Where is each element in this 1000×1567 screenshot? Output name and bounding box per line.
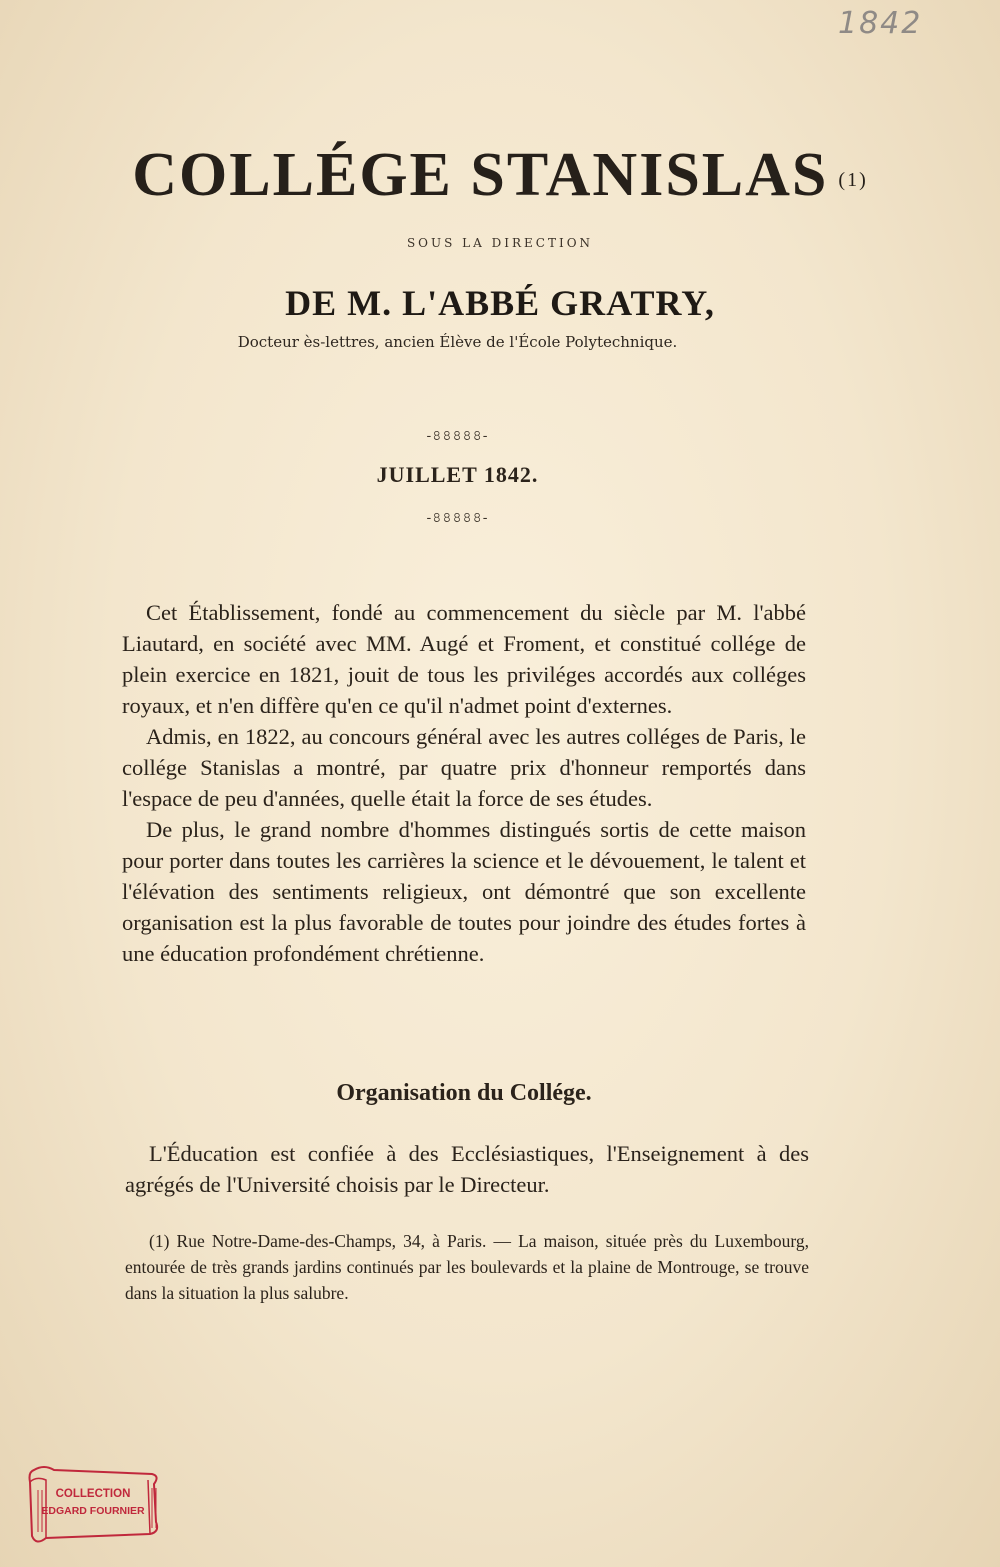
stamp-line-2: EDGARD FOURNIER bbox=[41, 1505, 145, 1517]
director-line: DE M. L'ABBÉ GRATRY, bbox=[285, 283, 715, 323]
paragraph: Cet Établissement, fondé au commencement du siècle par M. l'abbé Liautard, en société avec MM. Augé et Froment, et constitué collége de plein exercice en 1821, jouit de tous les priviléges accordés aux colléges royaux, et n'en diffère qu'en ce qu'il n'admet point d'externes. bbox=[122, 600, 806, 718]
education-paragraph bbox=[125, 1138, 809, 1200]
title-footnote-ref: (1) bbox=[838, 169, 868, 192]
subtitle-small: SOUS LA DIRECTION bbox=[406, 236, 594, 250]
stamp-line-1: COLLECTION bbox=[55, 1488, 131, 1500]
body-text bbox=[122, 597, 806, 969]
paragraph: L'Éducation est confiée à des Ecclésiastiques, l'Enseignement à des agrégés de l'Université choisis par le Directeur. bbox=[125, 1141, 809, 1197]
footnote-text: (1) Rue Notre-Dame-des-Champs, 34, à Paris. — La maison, située près du Luxembourg, entourée de très grands jardins continués par les boulevards et la plaine de Montrouge, se trouve dans la situation la plus salubre. bbox=[125, 1231, 809, 1303]
paragraph: De plus, le grand nombre d'hommes distingués sortis de cette maison pour porter dans toutes les carrières la science et le dévouement, le talent et l'élévation des sentiments religieux, ont démontré que son excellente organisation est la plus favorable de toutes pour joindre des études fortes à une éducation profondément chrétienne. bbox=[122, 817, 806, 966]
director-credentials: Docteur ès-lettres, ancien Élève de l'École Polytechnique. bbox=[237, 333, 678, 351]
ornament-top: -৪৪৪৪৪- bbox=[426, 428, 489, 444]
handwritten-date-note: 1842 bbox=[838, 6, 923, 41]
document-title bbox=[100, 140, 900, 211]
document-date: JUILLET 1842. bbox=[376, 462, 539, 487]
section-heading: Organisation du Collége. bbox=[336, 1080, 592, 1106]
title-text: COLLÉGE STANISLAS bbox=[132, 141, 829, 209]
footnote bbox=[125, 1228, 809, 1306]
paragraph: Admis, en 1822, au concours général avec les autres colléges de Paris, le collége Stanislas a montré, par quatre prix d'honneur remportés dans l'espace de peu d'années, quelle était la force de ses études. bbox=[122, 724, 806, 811]
ornament-bottom: -৪৪৪৪৪- bbox=[426, 510, 489, 526]
